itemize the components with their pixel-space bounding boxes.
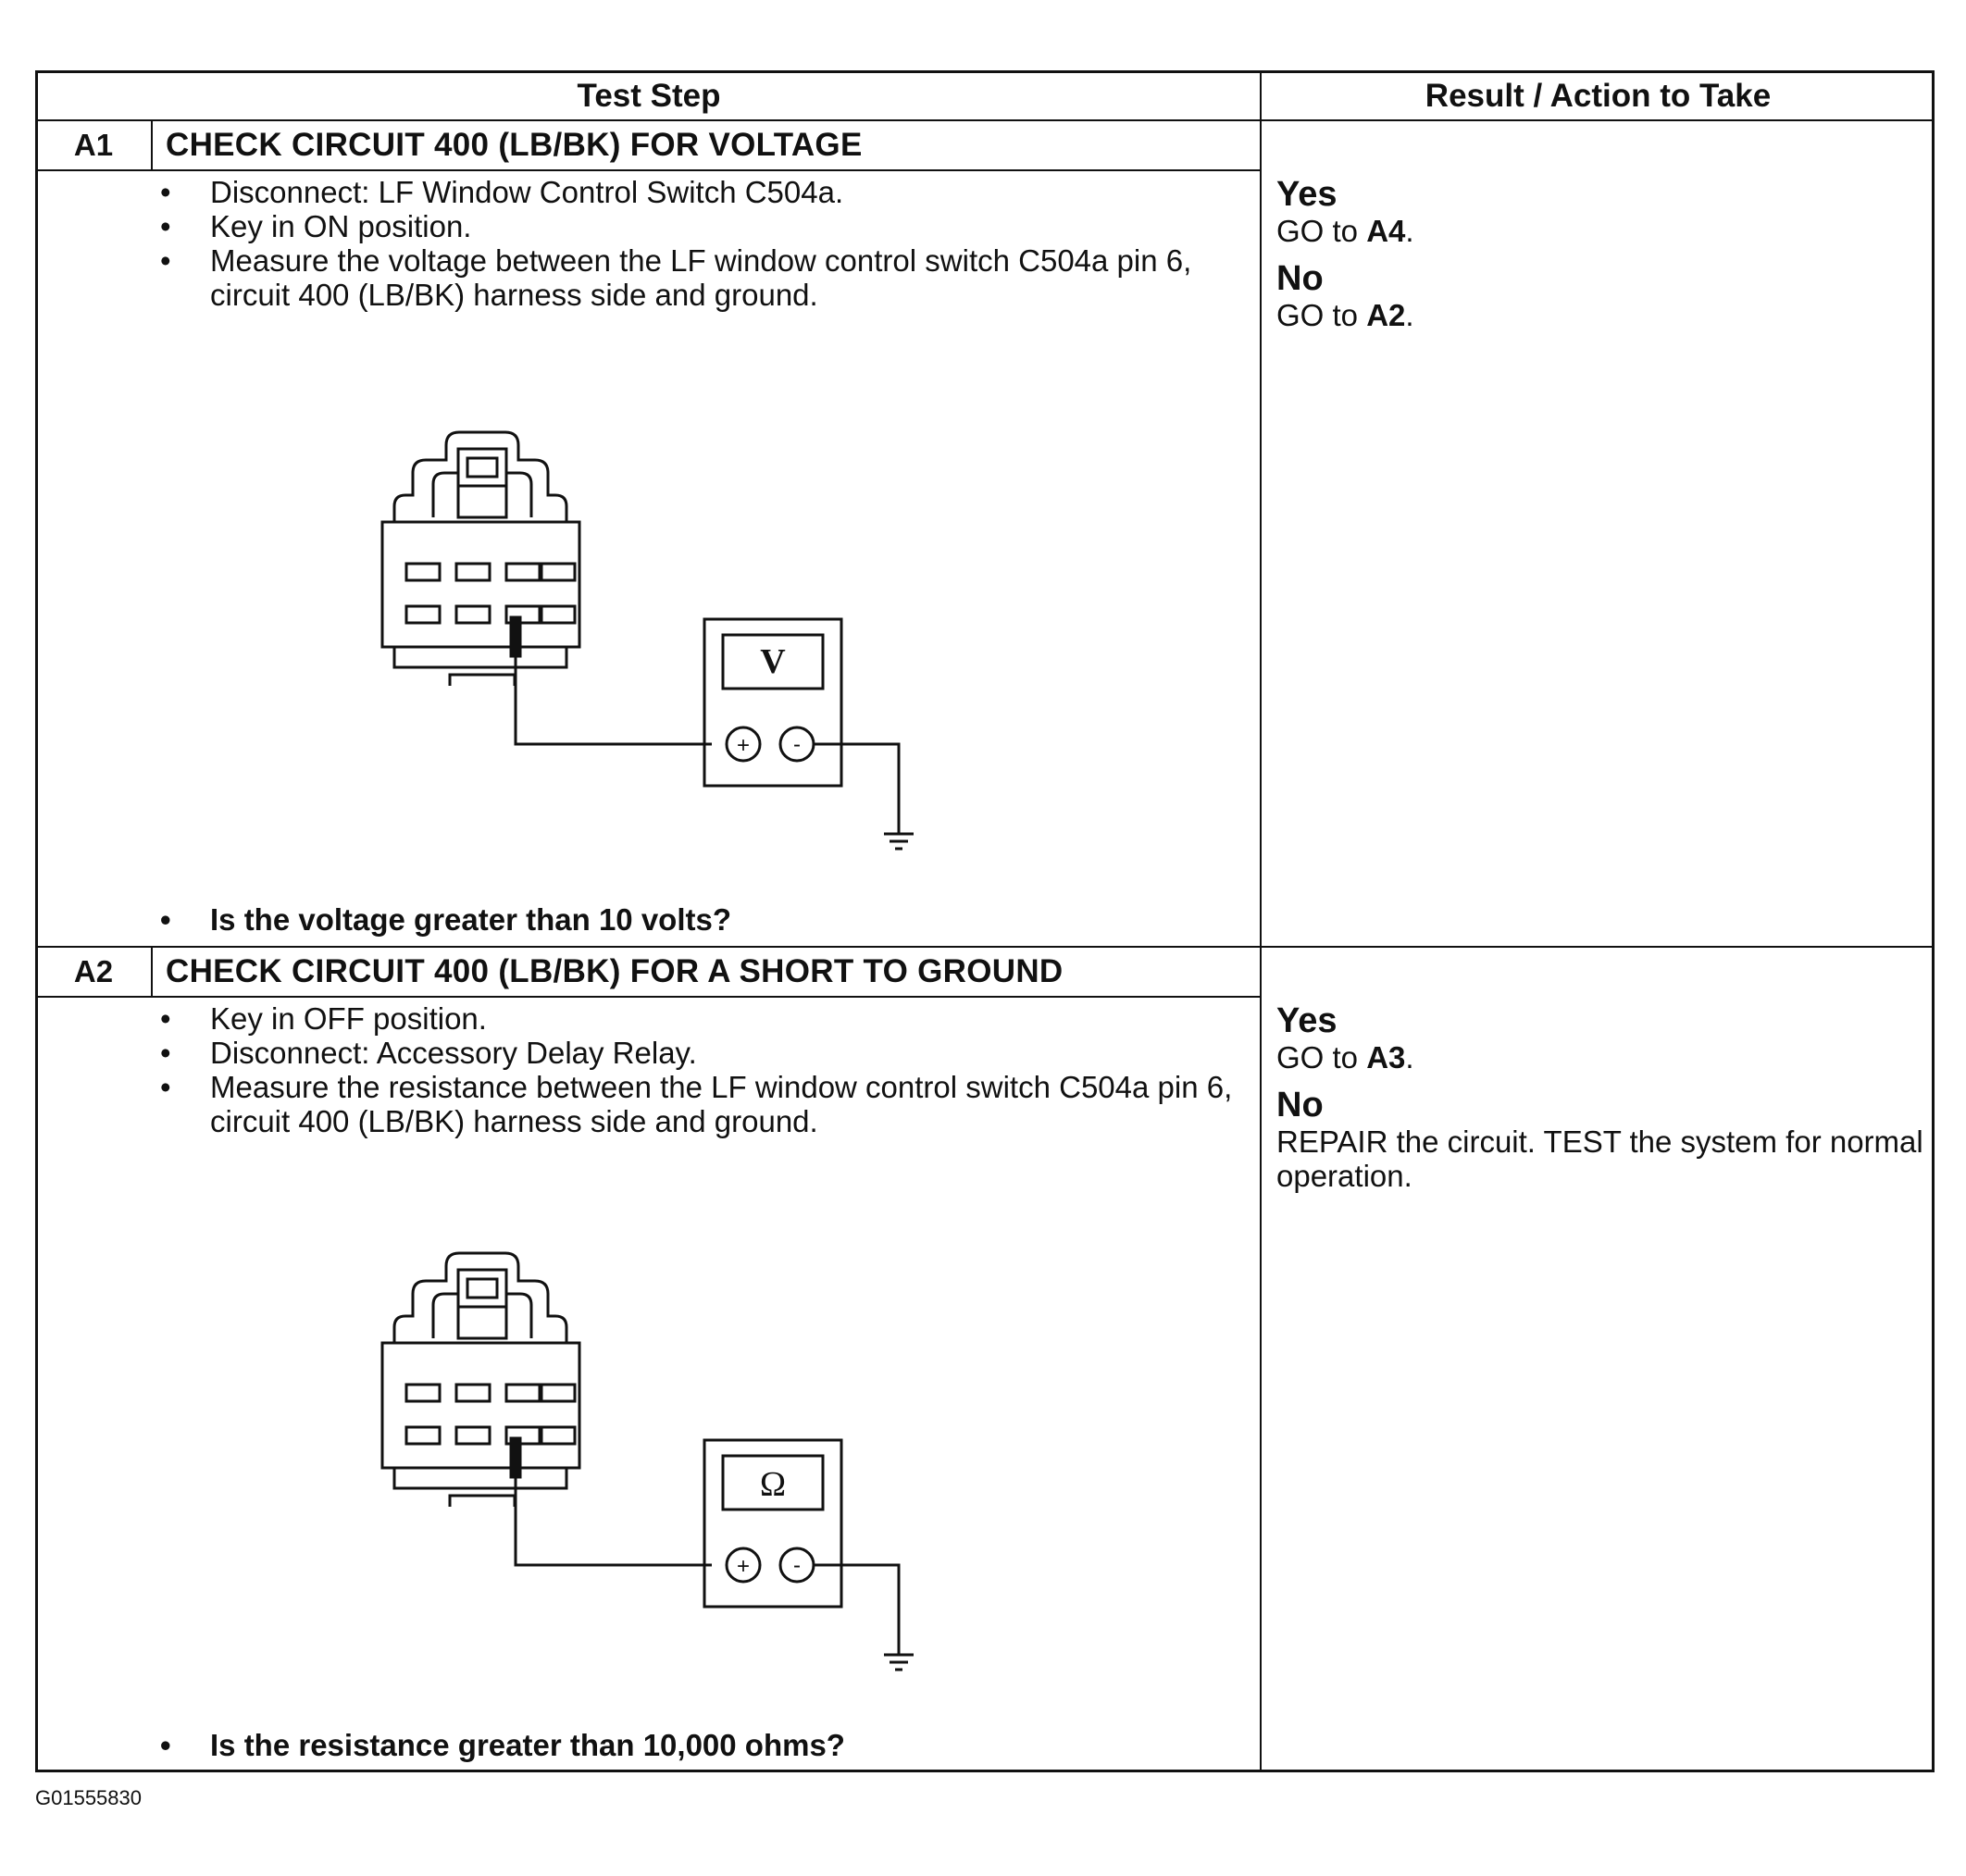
column-divider [1260, 73, 1262, 1770]
meter-minus-terminal: - [793, 732, 801, 757]
diagnostic-table [35, 70, 1935, 1772]
action-text: . [1405, 298, 1414, 332]
meter-symbol-v: V [760, 642, 786, 681]
step-title-a1: CHECK CIRCUIT 400 (LB/BK) FOR VOLTAGE [166, 127, 863, 163]
step-a1-bullet: • Disconnect: LF Window Control Switch C504a. [160, 175, 1225, 209]
step-id-a1: A1 [73, 128, 114, 162]
step-link-a4: A4 [1366, 214, 1406, 248]
meter-minus-terminal: - [793, 1553, 801, 1578]
connector-c504a-icon [382, 432, 579, 686]
no-label: No [1276, 1086, 1324, 1124]
header-test-step: Test Step [577, 78, 721, 114]
step-a2-bullet: • Measure the resistance between the LF window control switch C504a pin 6, circuit 400 (LB/BK) harness side and ground. [160, 1070, 1252, 1138]
meter-symbol-ohm: Ω [759, 1465, 787, 1504]
step-a2-instructions [160, 1001, 1252, 1138]
result-a1 [1276, 175, 1924, 343]
step-a2-question: • Is the resistance greater than 10,000 ohms? [160, 1728, 845, 1763]
no-action: REPAIR the circuit. TEST the system for normal operation. [1276, 1124, 1923, 1193]
step-title-divider [38, 996, 1261, 998]
action-text: GO to [1276, 298, 1367, 332]
step-id-separator [151, 121, 153, 169]
step-title-a2: CHECK CIRCUIT 400 (LB/BK) FOR A SHORT TO GROUND [166, 953, 1064, 989]
connector-c504a-icon [382, 1253, 579, 1507]
step-link-a3: A3 [1366, 1040, 1406, 1075]
step-a1-question: • Is the voltage greater than 10 volts? [160, 902, 731, 938]
yes-label: Yes [1276, 175, 1338, 214]
meter-plus-terminal: + [736, 733, 751, 758]
yes-label: Yes [1276, 1001, 1338, 1040]
no-action [1276, 298, 1924, 332]
multimeter-icon [704, 1440, 914, 1670]
step-a1-bullet: • Key in ON position. [160, 209, 1225, 243]
figure-id: G01555830 [35, 1786, 142, 1809]
multimeter-icon [704, 619, 914, 849]
action-text: GO to [1276, 214, 1367, 248]
meter-plus-terminal: + [736, 1554, 751, 1579]
result-a2 [1276, 1001, 1924, 1204]
step-a1-instructions [160, 175, 1225, 312]
no-label: No [1276, 259, 1324, 298]
yes-action [1276, 1040, 1924, 1075]
step-link-a2: A2 [1366, 298, 1406, 332]
ohmmeter-diagram-a2 [343, 1246, 936, 1681]
action-text: . [1405, 1040, 1414, 1075]
step-a2-bullet: • Key in OFF position. [160, 1001, 1252, 1036]
probe-lead [511, 1438, 712, 1565]
action-text: . [1405, 214, 1414, 248]
step-title-divider [38, 169, 1261, 171]
yes-action [1276, 214, 1924, 248]
step-a1-bullet: • Measure the voltage between the LF window control switch C504a pin 6, circuit 400 (LB/BK) harness side and ground. [160, 243, 1225, 312]
step-id-separator [151, 948, 153, 996]
step-a2-bullet: • Disconnect: Accessory Delay Relay. [160, 1036, 1252, 1070]
voltmeter-diagram-a1 [343, 425, 936, 860]
action-text: GO to [1276, 1040, 1367, 1075]
header-result-action: Result / Action to Take [1425, 78, 1772, 114]
probe-lead [511, 617, 712, 744]
step-id-a2: A2 [73, 954, 114, 988]
